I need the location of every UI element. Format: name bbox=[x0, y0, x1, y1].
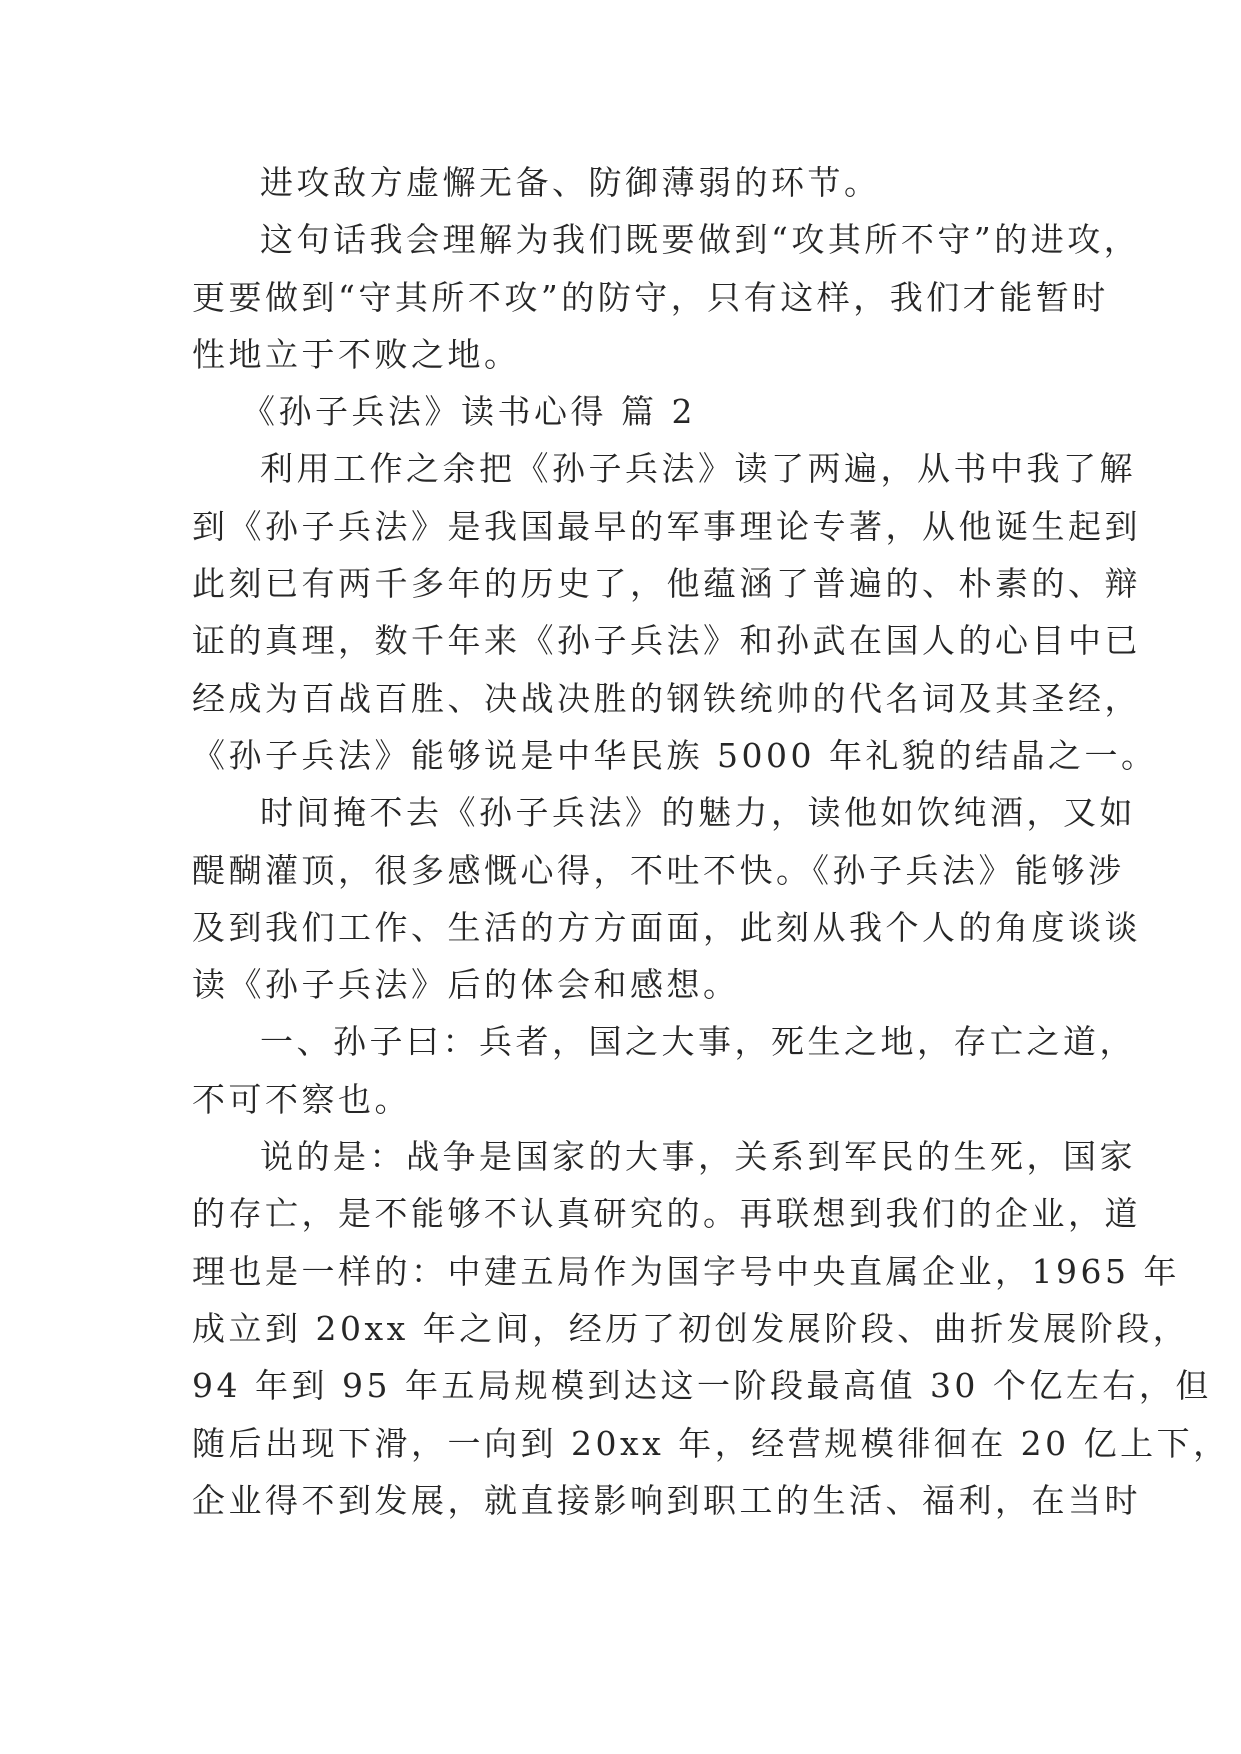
paragraph-line: 性地立于不败之地。 bbox=[192, 334, 521, 374]
paragraph-line: 读《孙子兵法》后的体会和感想。 bbox=[192, 965, 740, 1005]
paragraph-line: 证的真理，数千年来《孙子兵法》和孙武在国人的心目中已 bbox=[192, 621, 1141, 661]
paragraph-line: 经成为百战百胜、决战决胜的钢铁统帅的代名词及其圣经， bbox=[192, 678, 1141, 718]
paragraph-line: 及到我们工作、生活的方方面面，此刻从我个人的角度谈谈 bbox=[192, 907, 1141, 947]
paragraph-line: 到《孙子兵法》是我国最早的军事理论专著，从他诞生起到 bbox=[192, 506, 1141, 546]
paragraph-line: 说的是：战争是国家的大事，关系到军民的生死，国家 bbox=[260, 1137, 1136, 1177]
paragraph-line: 不可不察也。 bbox=[192, 1079, 411, 1119]
section-heading: 《孙子兵法》读书心得 篇 2 bbox=[242, 392, 696, 432]
paragraph-line: 94 年到 95 年五局规模到达这一阶段最高值 30 个亿左右，但 bbox=[192, 1366, 1212, 1406]
paragraph-line: 一、孙子曰：兵者，国之大事，死生之地，存亡之道， bbox=[260, 1022, 1136, 1062]
paragraph-line: 进攻敌方虚懈无备、防御薄弱的环节。 bbox=[260, 163, 881, 202]
paragraph-line: 《孙子兵法》能够说是中华民族 5000 年礼貌的结晶之一。 bbox=[192, 735, 1158, 775]
paragraph-line: 这句话我会理解为我们既要做到“攻其所不守”的进攻， bbox=[260, 220, 1141, 260]
paragraph-line: 此刻已有两千多年的历史了，他蕴涵了普遍的、朴素的、辩 bbox=[192, 564, 1141, 604]
paragraph-line: 随后出现下滑，一向到 20xx 年，经营规模徘徊在 20 亿上下， bbox=[192, 1423, 1230, 1463]
paragraph-line: 成立到 20xx 年之间，经历了初创发展阶段、曲折发展阶段， bbox=[192, 1308, 1190, 1348]
paragraph-line: 时间掩不去《孙子兵法》的魅力，读他如饮纯酒，又如 bbox=[260, 793, 1136, 833]
paragraph-line: 的存亡，是不能够不认真研究的。再联想到我们的企业，道 bbox=[192, 1194, 1141, 1234]
paragraph-line: 醍醐灌顶，很多感慨心得，不吐不快。《孙子兵法》能够涉 bbox=[192, 850, 1125, 890]
document-body bbox=[192, 154, 1230, 1529]
paragraph-line: 更要做到“守其所不攻”的防守，只有这样，我们才能暂时 bbox=[192, 277, 1109, 317]
paragraph-line: 理也是一样的：中建五局作为国字号中央直属企业，1965 年 bbox=[192, 1251, 1180, 1291]
paragraph-line: 企业得不到发展，就直接影响到职工的生活、福利，在当时 bbox=[192, 1480, 1141, 1520]
paragraph-line: 利用工作之余把《孙子兵法》读了两遍，从书中我了解 bbox=[260, 449, 1136, 489]
